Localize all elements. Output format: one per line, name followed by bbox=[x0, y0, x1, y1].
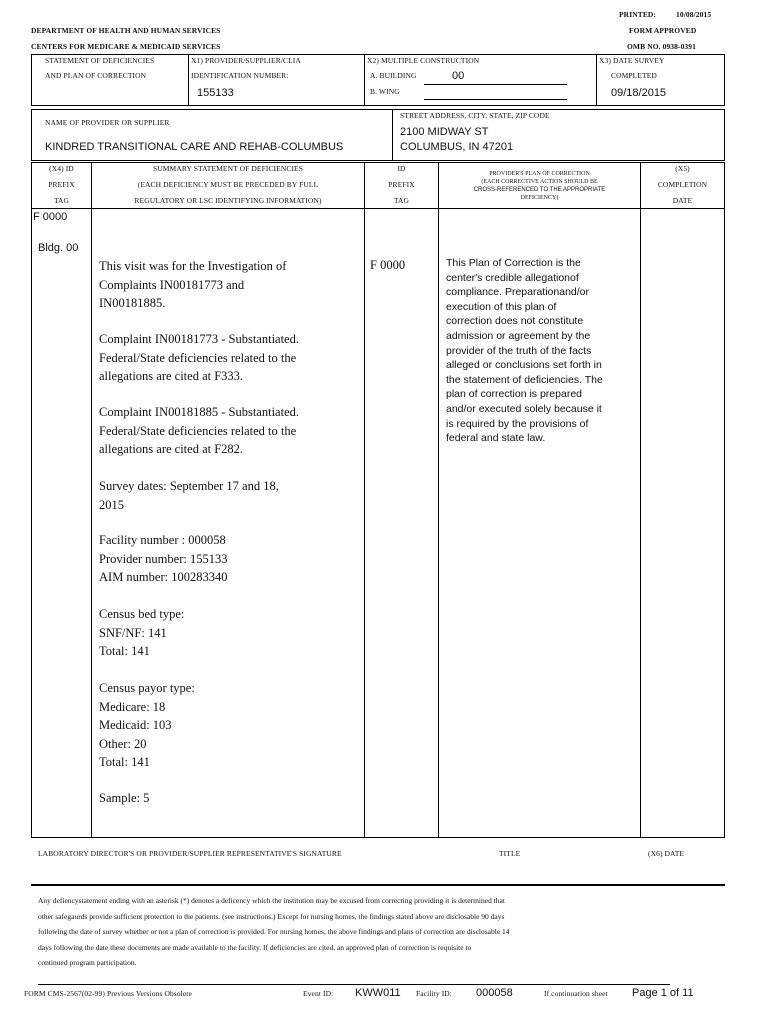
plan-of-correction-text: This Plan of Correction is the center's credible allegationof compliance. Preparationand/or execution of this plan of correction does not constitute admission or agreement by the provider of the truth of the facts alleged or conclusions set forth in the statement of deficiencies. The plan of correction is prepared and/or executed solely because it is required by the provisions of federal and state law. bbox=[446, 257, 603, 445]
summary-header-2: (EACH DEFICIENCY MUST BE PRECEDED BY FULL bbox=[137, 180, 319, 189]
date-label: (X6) DATE bbox=[648, 849, 685, 858]
plan-header-4: DEFICIENCY) bbox=[520, 195, 559, 201]
summary-paragraph: Complaint IN00181773 - Substantiated. Federal/State deficiencies related to the allegations are cited at F333. bbox=[99, 332, 299, 383]
id-header-3: TAG bbox=[393, 196, 410, 205]
summary-paragraph: Complaint IN00181885 - Substantiated. Federal/State deficiencies related to the allegations are cited at F282. bbox=[99, 405, 299, 456]
survey-date-value: 09/18/2015 bbox=[611, 87, 667, 99]
footer-divider bbox=[38, 984, 670, 985]
provider-name-label: NAME OF PROVIDER OR SUPPLIER bbox=[45, 118, 170, 127]
x5-header-1: (X5) bbox=[675, 164, 690, 173]
summary-paragraph: Sample: 5 bbox=[99, 791, 150, 805]
form-approved: FORM APPROVED bbox=[629, 26, 697, 35]
building-label: A. BUILDING bbox=[370, 71, 417, 80]
x4-header-3: TAG bbox=[53, 196, 70, 205]
summary-header-3: REGULATORY OR LSC IDENTIFYING INFORMATION) bbox=[134, 196, 322, 205]
x2-label: X2) MULTIPLE CONSTRUCTION bbox=[367, 56, 480, 65]
facility-id-label: Facility ID: bbox=[416, 989, 452, 998]
x5-header-3: DATE bbox=[672, 196, 693, 205]
printed-label: PRINTED: bbox=[619, 10, 657, 19]
centers-name: CENTERS FOR MEDICARE & MEDICAID SERVICES bbox=[31, 42, 221, 51]
facility-id-value: 000058 bbox=[476, 987, 513, 999]
x4-header-2: PREFIX bbox=[48, 180, 75, 189]
event-id-value: KWW011 bbox=[355, 987, 401, 999]
x1-label-2: IDENTIFICATION NUMBER: bbox=[191, 71, 289, 80]
title-label: TITLE bbox=[499, 849, 521, 858]
tag-prefix-left: F 0000 bbox=[33, 211, 68, 223]
provider-name-value: KINDRED TRANSITIONAL CARE AND REHAB-COLUMBUS bbox=[45, 141, 344, 153]
x4-header-1: (X4) ID bbox=[49, 164, 74, 173]
x3-label-2: COMPLETED bbox=[611, 71, 657, 80]
address-label: STREET ADDRESS, CITY, STATE, ZIP CODE bbox=[400, 111, 550, 120]
plan-header-2: (EACH CORRECTIVE ACTION SHOULD BE bbox=[481, 179, 598, 185]
building-value: 00 bbox=[452, 70, 465, 82]
disclaimer-text: Any defiencystatement ending with an asterisk (*) denotes a deficency which the institution may be excused from correcting providing it is determined that other safegaurds provide sufficient protection to the patients. (see instructions.) Except for nursing homes, the findings stated above are disclosable 90 days following the date of survey whether or not a plan of correction is provided. For nursing homes, the above findings and plans of correction are disclosable 14 days following the date these documents are made available to the facility. If deficiencies are cited, an approved plan of correction is requisite to continued program participation. bbox=[38, 896, 510, 967]
building-tag: Bldg. 00 bbox=[38, 242, 79, 254]
event-id-label: Event ID: bbox=[303, 989, 334, 998]
page-number: Page 1 of 11 bbox=[632, 987, 694, 999]
plan-header-1: PROVIDER'S PLAN OF CORRECTION bbox=[489, 171, 590, 177]
signature-label: LABORATORY DIRECTOR'S OR PROVIDER/SUPPLIER REPRESENTATIVE'S SIGNATURE bbox=[38, 849, 342, 858]
summary-paragraph: This visit was for the Investigation of Complaints IN00181773 and IN00181885. bbox=[99, 259, 287, 310]
summary-paragraph: Survey dates: September 17 and 18, 2015 bbox=[99, 479, 279, 512]
id-header-2: PREFIX bbox=[388, 180, 415, 189]
x5-header-2: COMPLETION bbox=[657, 180, 708, 189]
summary-paragraph: Facility number : 000058 Provider number: 155133 AIM number: 100283340 bbox=[99, 533, 228, 584]
tag-prefix-right: F 0000 bbox=[370, 258, 406, 272]
wing-label: B. WING bbox=[370, 87, 400, 96]
id-header-1: ID bbox=[397, 164, 406, 173]
summary-paragraph: Census bed type: SNF/NF: 141 Total: 141 bbox=[99, 607, 185, 658]
signature-divider bbox=[31, 884, 725, 886]
statement-label-1: STATEMENT OF DEFICIENCIES bbox=[45, 56, 155, 65]
x1-label-1: X1) PROVIDER/SUPPLIER/CLIA bbox=[191, 56, 301, 65]
address-line-1: 2100 MIDWAY ST bbox=[400, 126, 489, 138]
x3-label-1: X3) DATE SURVEY bbox=[599, 56, 665, 65]
continuation-label: If continuation sheet bbox=[544, 989, 608, 998]
printed-date: 10/08/2015 bbox=[676, 10, 712, 19]
omb-number: OMB NO. 0938-0391 bbox=[627, 42, 696, 51]
provider-id-value: 155133 bbox=[197, 87, 234, 99]
plan-header-3: CROSS-REFERENCED TO THE APPROPRIATE bbox=[473, 187, 606, 193]
form-number: FORM CMS-2567(02-99) Previous Versions Obsolete bbox=[24, 989, 192, 998]
statement-label-2: AND PLAN OF CORRECTION bbox=[45, 71, 147, 80]
department-name: DEPARTMENT OF HEALTH AND HUMAN SERVICES bbox=[31, 26, 221, 35]
summary-header-1: SUMMARY STATEMENT OF DEFICIENCIES bbox=[152, 164, 303, 173]
summary-paragraph: Census payor type: Medicare: 18 Medicaid: 103 Other: 20 Total: 141 bbox=[99, 681, 195, 769]
address-line-2: COLUMBUS, IN 47201 bbox=[400, 141, 514, 153]
